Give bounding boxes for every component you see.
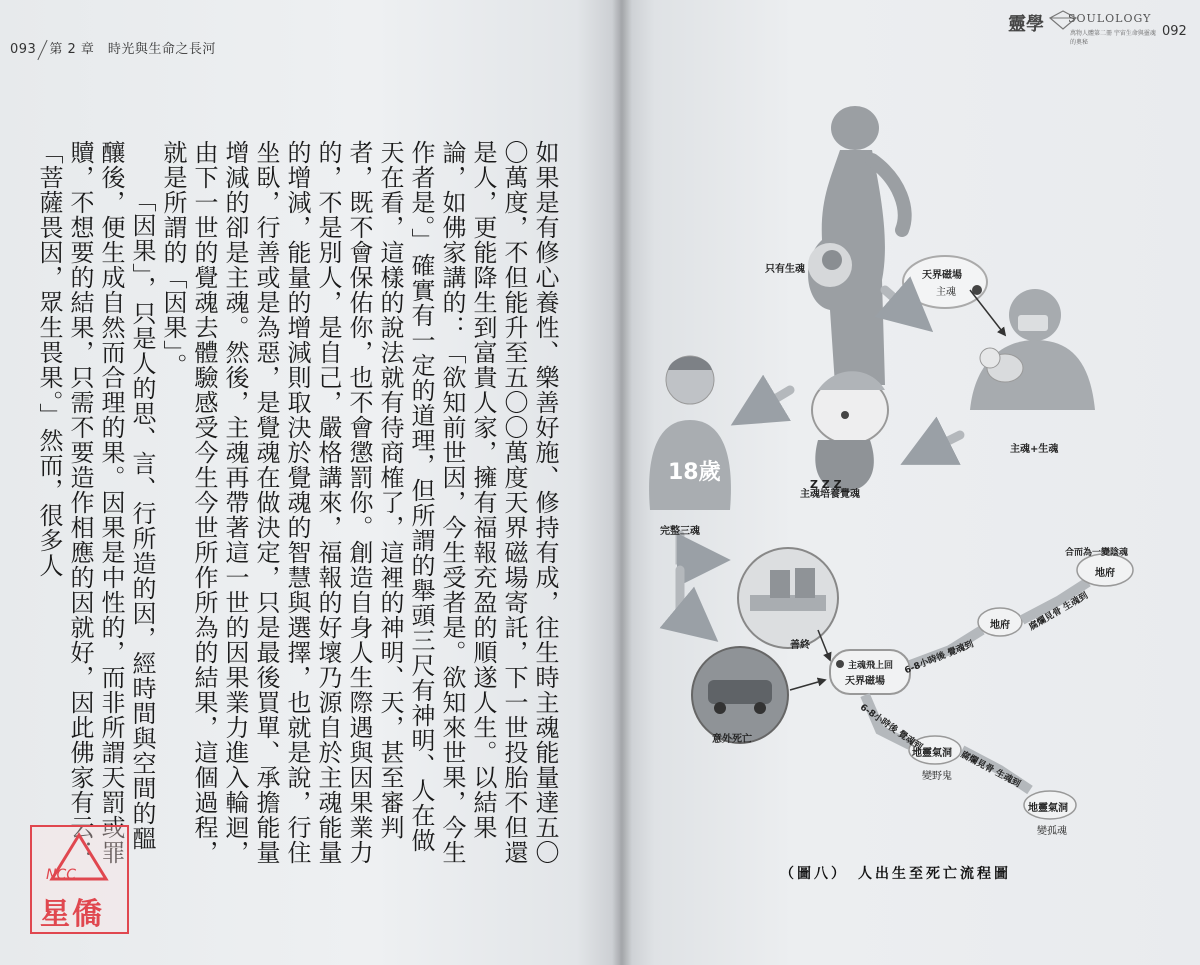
logo-subtitle: 萬物人體第二冊 宇宙生命與靈魂的奧秘	[1070, 30, 1156, 46]
ncc-watermark-stamp	[30, 825, 129, 934]
label-end-of-life: 善終	[790, 640, 810, 651]
label-center-line1: 主魂飛上回	[848, 661, 894, 671]
heaven-field-bubble	[903, 256, 987, 308]
header-divider	[38, 39, 48, 59]
label-baby: 主魂培養覺魂	[800, 489, 860, 500]
left-page-header	[10, 38, 216, 61]
label-adult: 完整三魂	[660, 526, 700, 537]
stamp-brand-en: NCC	[46, 867, 77, 883]
life-death-flow-diagram	[640, 90, 1200, 870]
edge-to-cave: 6-8小時後 覺魂到	[857, 702, 924, 753]
logo-title-zh: 靈學	[1008, 14, 1044, 35]
label-heaven-field: 天界磁場	[922, 270, 962, 281]
car-accident-icon	[692, 647, 788, 743]
label-hell-1: 地府	[990, 620, 1010, 631]
label-pregnant: 只有生魂	[765, 264, 805, 275]
book-gutter	[612, 0, 632, 965]
paragraph-1: 如果是有修心養性、樂善好施、修持有成，往生時主魂能量達五〇〇萬度，不但能升至五〇〇萬度天界磁場寄託，下一世投胎不但還是人，更能降生到富貴人家，擁有福報充盈的順遂人生。以結果論，如佛家講的：「欲知前世因，今生受者是。欲知來世果，今生作者是。」確實有一定的道理，但所謂的舉頭三尺有神明、人在做天在看，這樣的說法就有待商榷了，這裡的神明、天，甚至審判者，既不會保佑你，也不會懲罰你。創造自身人生際遇與因果業力的，不是別人，是自己，嚴格講來，福報的好壞乃源自於主魂能量的增減，能量的增減則取決於覺魂的智慧與選擇，也就是說，行住坐臥，行善或是為惡，是覺魂在做決定，只是最後買單、承擔能量增減的卻是主魂。然後，主魂再帶著這一世的因果業力進入輪迴，由下一世的覺魂去體驗感受今生今世所作所為的結果，這個過程，就是所謂的「因果」。	[159, 140, 559, 865]
figure-caption: （圖八） 人出生至死亡流程圖	[780, 866, 1011, 882]
chapter-title: 第 2 章 時光與生命之長河	[49, 42, 216, 57]
right-page-number: 092	[1162, 24, 1187, 39]
series-logo	[1008, 6, 1158, 46]
label-accident: 意外死亡	[712, 734, 752, 745]
label-merge: 合而為一變陰魂	[1065, 548, 1129, 558]
body-text-vertical	[35, 140, 560, 870]
label-main-soul-tag: 主魂	[936, 287, 956, 298]
logo-title-en: SOULOLOGY	[1068, 12, 1152, 25]
label-age-18: 18歲	[668, 460, 721, 485]
label-zzz: Z Z Z	[810, 478, 842, 491]
stamp-brand-zh: 星僑	[40, 897, 104, 932]
doctor-holding-baby-icon	[970, 289, 1095, 410]
edge-to-hell: 6-8小時後 覺魂到	[903, 639, 976, 677]
label-cave-1: 地靈氣洞	[912, 748, 952, 759]
label-cave-2-sub: 變孤魂	[1037, 826, 1067, 837]
label-center-line2: 天界磁場	[845, 676, 885, 687]
edge-cave-to-cave: 腐爛見骨 生魂到	[958, 749, 1022, 790]
label-hell-2: 地府	[1095, 568, 1115, 579]
left-page-number: 093	[10, 42, 37, 57]
label-cave-1-sub: 變野鬼	[922, 771, 952, 782]
label-cave-2: 地靈氣洞	[1028, 803, 1068, 814]
paragraph-2: 「因果」，只是人的思、言、行所造的因，經時間與空間的醞釀後，便生成自然而合理的果。因果是中性的，而非所謂天罰或罪贖，不想要的結果，只需不要造作相應的因就好，因此佛家有云：「菩薩畏因，眾生畏果。」然而，很多人	[35, 140, 156, 865]
sleeping-baby-icon	[812, 371, 888, 492]
label-main-plus-life-soul: 主魂+生魂	[1010, 444, 1059, 455]
edge-hell-to-hell: 腐爛見骨 生魂到	[1027, 590, 1090, 633]
hospital-bed-icon	[738, 548, 838, 648]
adult-person-icon	[649, 356, 731, 510]
pregnant-woman-icon	[808, 106, 905, 385]
